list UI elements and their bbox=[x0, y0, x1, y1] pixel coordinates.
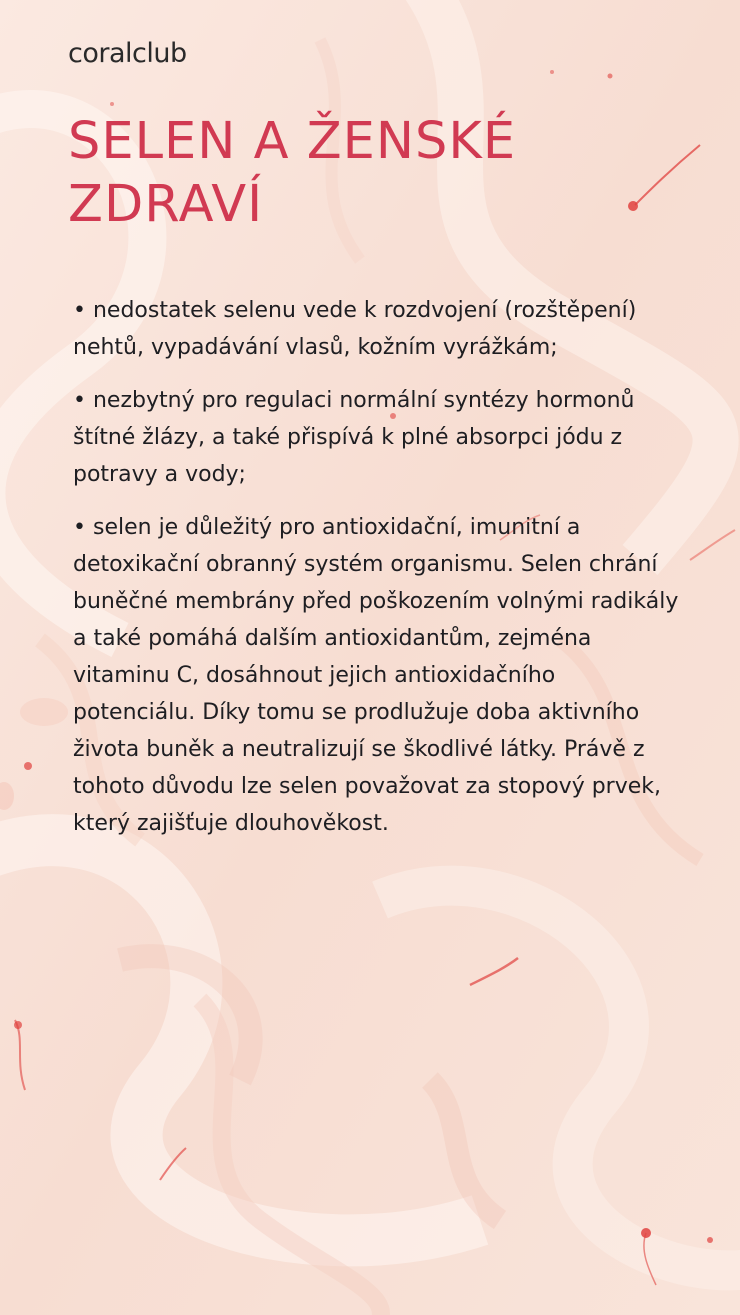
bullet-mark: • bbox=[73, 515, 86, 540]
bullet-mark: • bbox=[73, 298, 86, 323]
list-item bbox=[73, 382, 683, 493]
coralclub-logo: coralclub bbox=[68, 38, 187, 69]
bullet-text: nedostatek selenu vede k rozdvojení (rozštěpení) nehtů, vypadávání vlasů, kožním vyrážkám; bbox=[73, 298, 637, 360]
bullet-text: nezbytný pro regulaci normální syntézy hormonů štítné žlázy, a také přispívá k plné absorpci jódu z potravy a vody; bbox=[73, 388, 635, 487]
bullet-list bbox=[73, 292, 683, 858]
bullet-mark: • bbox=[73, 388, 86, 413]
bullet-text: selen je důležitý pro antioxidační, imunitní a detoxikační obranný systém organismu. Selen chrání buněčné membrány před poškozením volnými radikály a také pomáhá dalším antioxidantům, zejména vitaminu C, dosáhnout jejich antioxidačního potenciálu. Díky tomu se prodlužuje doba aktivního života buněk a neutralizují se škodlivé látky. Právě z tohoto důvodu lze selen považovat za stopový prvek, který zajišťuje dlouhověkost. bbox=[73, 515, 679, 836]
page-title: SELEN A ŽENSKÉ ZDRAVÍ bbox=[68, 112, 517, 234]
list-item bbox=[73, 292, 683, 366]
list-item bbox=[73, 509, 683, 842]
